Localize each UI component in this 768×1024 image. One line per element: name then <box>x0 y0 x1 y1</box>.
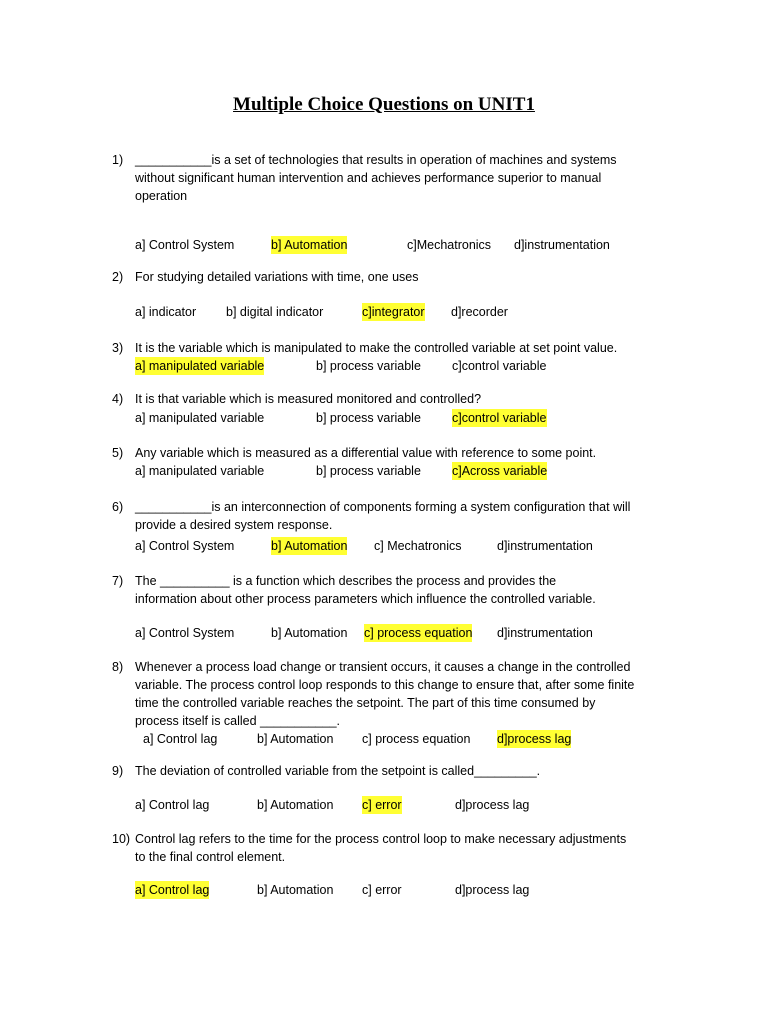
answer-option: d]process lag <box>455 883 530 897</box>
answer-option-highlighted: b] Automation <box>271 539 348 553</box>
answer-option: b] Automation <box>257 883 334 897</box>
question-text <box>135 444 596 462</box>
question-text <box>135 762 540 780</box>
answer-option: a] manipulated variable <box>135 411 265 425</box>
question-text-line: Control lag refers to the time for the process control loop to make necessary adjustments <box>135 832 627 846</box>
question-text-line: It is the variable which is manipulated to make the controlled variable at set point value. <box>135 341 618 355</box>
question-number: 8) <box>112 660 124 674</box>
question-text <box>135 339 617 357</box>
answer-option: a] Control System <box>135 539 235 553</box>
answer-option: d]recorder <box>451 305 508 319</box>
page-title: Multiple Choice Questions on UNIT1 <box>233 94 535 115</box>
question-number: 4) <box>112 392 124 406</box>
answer-option: c] process equation <box>362 732 471 746</box>
answer-option-highlighted: a] manipulated variable <box>135 359 265 373</box>
question-number: 3) <box>112 341 124 355</box>
question-number: 6) <box>112 500 124 514</box>
question-text-line: provide a desired system response. <box>135 518 333 532</box>
question-text-line: operation <box>135 189 188 203</box>
answer-option: b] digital indicator <box>226 305 324 319</box>
question-text-line: The deviation of controlled variable from the setpoint is called_________. <box>135 764 541 778</box>
answer-option-highlighted: c]integrator <box>362 305 425 319</box>
answer-option-highlighted: b] Automation <box>271 238 348 252</box>
answer-option: c] Mechatronics <box>374 539 462 553</box>
question-text-line: Any variable which is measured as a differential value with reference to some point. <box>135 446 597 460</box>
question-text <box>135 268 418 286</box>
question-text-line: For studying detailed variations with time, one uses <box>135 270 419 284</box>
answer-option-highlighted: a] Control lag <box>135 883 210 897</box>
question-text-line: process itself is called ___________. <box>135 714 340 728</box>
answer-option-highlighted: c]Across variable <box>452 464 548 478</box>
answer-option: a] indicator <box>135 305 197 319</box>
answer-option: c]Mechatronics <box>407 238 492 252</box>
question-number: 2) <box>112 270 124 284</box>
answer-option: d]instrumentation <box>514 238 610 252</box>
answer-option: d]instrumentation <box>497 626 593 640</box>
answer-option: b] process variable <box>316 359 421 373</box>
answer-option: a] Control lag <box>135 798 210 812</box>
question-text-line: information about other process parameters which influence the controlled variable. <box>135 592 596 606</box>
question-text-line: to the final control element. <box>135 850 286 864</box>
answer-option: c]control variable <box>452 359 547 373</box>
answer-option-highlighted: d]process lag <box>497 732 572 746</box>
question-number: 5) <box>112 446 124 460</box>
question-text-line: without significant human intervention and achieves performance superior to manual <box>135 171 602 185</box>
question-number: 7) <box>112 574 124 588</box>
answer-option: a] Control System <box>135 626 235 640</box>
question-text-line: Whenever a process load change or transient occurs, it causes a change in the controlled <box>135 660 631 674</box>
question-text <box>135 390 481 408</box>
question-text <box>135 830 626 866</box>
question-number: 1) <box>112 153 124 167</box>
answer-option: b] Automation <box>271 626 348 640</box>
answer-option: d]instrumentation <box>497 539 593 553</box>
answer-option-highlighted: c]control variable <box>452 411 547 425</box>
answer-option: b] process variable <box>316 464 421 478</box>
answer-option: d]process lag <box>455 798 530 812</box>
answer-option: b] Automation <box>257 732 334 746</box>
answer-option: a] manipulated variable <box>135 464 265 478</box>
answer-option: a] Control System <box>135 238 235 252</box>
question-text <box>135 498 630 534</box>
question-text <box>135 658 634 730</box>
question-text-line: variable. The process control loop responds to this change to ensure that, after some finite <box>135 678 635 692</box>
question-number: 9) <box>112 764 124 778</box>
question-text-line: ___________is a set of technologies that results in operation of machines and systems <box>135 153 617 167</box>
answer-option: b] Automation <box>257 798 334 812</box>
question-text <box>135 151 617 205</box>
answer-option: c] error <box>362 883 402 897</box>
question-text <box>135 572 596 608</box>
answer-option-highlighted: c] error <box>362 798 402 812</box>
answer-option: b] process variable <box>316 411 421 425</box>
question-number: 10) <box>112 832 131 846</box>
question-text-line: ___________is an interconnection of components forming a system configuration that will <box>135 500 631 514</box>
answer-option-highlighted: c] process equation <box>364 626 473 640</box>
question-text-line: time the controlled variable reaches the setpoint. The part of this time consumed by <box>135 696 596 710</box>
question-text-line: It is that variable which is measured monitored and controlled? <box>135 392 482 406</box>
answer-option: a] Control lag <box>143 732 218 746</box>
question-text-line: The __________ is a function which describes the process and provides the <box>135 574 557 588</box>
